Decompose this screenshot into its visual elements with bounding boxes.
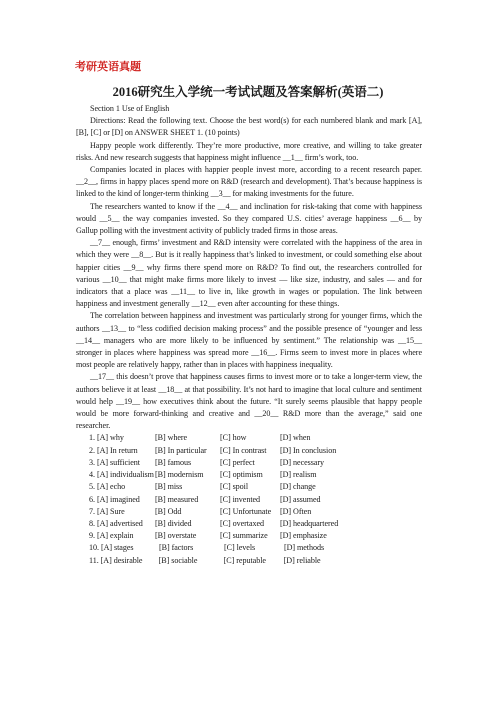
option-row: 8. [A] advertised [B] divided [C] overtaxed [D] headquartered xyxy=(89,518,339,528)
option-row: 5. [A] echo [B] miss [C] spoil [D] change xyxy=(89,482,316,492)
option-row: 1. [A] why [B] where [C] how [D] when xyxy=(89,433,311,443)
paragraph: The correlation between happiness and investment was particularly strong for younger firms, which the authors __13__ to “less codified decision making process” and the possible presence of “younger and less __14__ managers who are more likely to be influenced by sentiment.” The relationship was __15__ stronger in places where happiness was spread more __16__. Firms seem to invest more in places where most people are relatively happy, rather than in places with happiness inequality. xyxy=(76,311,422,370)
paragraph: Happy people work differently. They’re more productive, more creative, and willing to take greater risks. And new research suggests that happiness might influence __1__ firm’s work, too. xyxy=(76,140,422,162)
directions: Directions: Read the following text. Choose the best word(s) for each numbered blank and mark [A], [B], [C] or [D] on ANSWER SHEET 1. (10 points) xyxy=(76,116,422,138)
paragraph: Companies located in places with happier people invest more, according to a recent research paper. __2__, firms in happy places spend more on R&D (research and development). That’s because happiness is linked to the kind of longer-term thinking __3__ for making investments for the future. xyxy=(76,165,422,199)
option-row: 4. [A] individualism[B] modernism [C] optimism [D] realism xyxy=(89,470,317,480)
option-row: 7. [A] Sure [B] Odd [C] Unfortunate [D] Often xyxy=(89,506,312,516)
option-row: 11. [A] desirable [B] sociable [C] reputable [D] reliable xyxy=(89,555,321,565)
option-row: 6. [A] imagined [B] measured [C] invented [D] assumed xyxy=(89,494,321,504)
options-list xyxy=(76,432,422,566)
section-heading: Section 1 Use of English xyxy=(90,104,170,113)
document-body xyxy=(76,103,422,567)
option-row: 10. [A] stages [B] factors [C] levels [D] methods xyxy=(89,543,325,553)
paragraph: __17__ this doesn’t prove that happiness causes firms to invest more or to take a longer-term view, the authors believe it at least __18__ at that possibility. It’s not hard to imagine that local culture and sentiment would help __19__ how executives think about the future. “It surely seems plausible that happy people would be more forward-thinking and creative and __20__ R&D more than the average,” said one researcher. xyxy=(76,372,422,431)
header-tag: 考研英语真题 xyxy=(75,60,141,73)
option-row: 9. [A] explain [B] overstate [C] summarize [D] emphasize xyxy=(89,531,327,541)
option-row: 2. [A] In return [B] In particular [C] In contrast [D] In conclusion xyxy=(89,445,337,455)
option-row: 3. [A] sufficient [B] famous [C] perfect [D] necessary xyxy=(89,457,325,467)
paragraph: The researchers wanted to know if the __4__ and inclination for risk-taking that come with happiness would __5__ the way companies invested. So they compared U.S. cities’ average happiness __6__ by Gallup polling with the investment activity of publicly traded firms in those areas. xyxy=(76,201,422,236)
page-title: 2016研究生入学统一考试试题及答案解析(英语二) xyxy=(112,85,384,99)
paragraph: __7__ enough, firms’ investment and R&D intensity were correlated with the happiness of the area in which they were __8__. But is it really happiness that’s linked to investment, or could something else about happier cities __9__ why firms there spend more on R&D? To find out, the researchers controlled for various __10__ that might make firms more likely to invest — like size, industry, and sales — and for indicators that a place was __11__ to live in, like growth in wages or population. The link between happiness and investment generally __12__ even after accounting for these things. xyxy=(76,238,422,309)
